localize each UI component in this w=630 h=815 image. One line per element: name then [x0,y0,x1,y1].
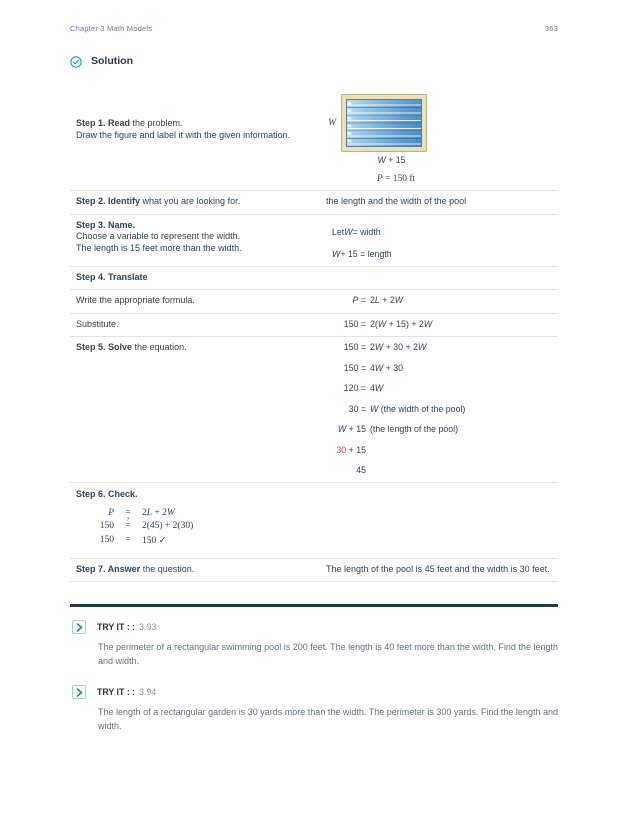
step6-title: Step 6. Check. [76,489,138,499]
tryit-section [70,685,558,733]
equation-line: 30 + 15 [336,444,366,455]
equation-line: W + 15 (the length of the pool) [337,424,459,434]
page-number: 363 [544,24,558,33]
section-divider [70,604,558,607]
substitute-label: Substitute. [76,318,119,329]
chevron-right-icon [76,623,83,632]
step1-row [70,87,558,190]
tryit-text: The perimeter of a rectangular swimming pool is 200 feet. The length is 40 feet more than the width. Find the length and width. [98,642,558,666]
step5-row [70,336,558,482]
check-table: P = 2L + 2W 150 ? = 2(45) + 2(30) 150 = 150 ✓ [99,507,194,546]
tryit-header [72,685,558,699]
equation-line: 150 = 2W + 30 + 2W [343,342,427,352]
step6-row [70,482,558,558]
equation-line: W + 15 = length [332,248,392,259]
tryit-label: TRY IT : : [97,687,136,697]
tryit-label: TRY IT : : [97,622,136,632]
chapter-label: Chapter 3 Math Models [70,24,153,33]
equation-line: Let W = width [332,226,381,237]
chevron-right-icon [76,688,83,697]
formula-row [70,289,558,313]
step2-answer: the length and the width of the pool [326,196,467,206]
step1-title: Step 1. Read the problem. [76,118,183,128]
equation-line: P = 2L + 2W [352,295,404,305]
page-header [70,24,558,33]
solution-heading [70,55,558,67]
step7-row [70,558,558,582]
step3-desc1: Choose a variable to represent the width. [76,231,241,241]
tryit-header [72,620,558,634]
expand-chevron-button[interactable] [72,685,86,699]
equation-line: 30 = W (the width of the pool) [348,403,466,414]
substitute-row [70,313,558,337]
tryit-number: 3.93 [139,622,157,632]
step3-title: Step 3. Name. [76,219,136,230]
equation-line: 150 = 2(W + 15) + 2W [343,318,433,329]
step7-title: Step 7. Answer the question. [76,563,195,574]
pool-water [346,99,422,147]
step1-desc: Draw the figure and label it with the given information. [76,129,291,140]
pool-image [341,94,427,152]
step4-title: Step 4. Translate [76,271,148,282]
step2-row [70,190,558,214]
step3-row [70,214,558,266]
tryit-number: 3.94 [139,687,157,697]
step5-equations [326,342,554,476]
pool-width-label: W [328,118,336,128]
equation-line: 45 [356,465,366,475]
check-circle-icon [70,55,82,67]
step4-row [70,266,558,290]
pool-figure [326,92,554,184]
steps-table [70,87,558,582]
solution-title: Solution [91,55,133,67]
step3-desc2: The length is 15 feet more than the width. [76,242,242,253]
formula-label: Write the appropriate formula. [76,295,195,305]
highlighted-value: 30 [336,444,347,455]
expand-chevron-button[interactable] [72,620,86,634]
step5-title: Step 5. Solve the equation. [76,342,187,352]
tryit-section [70,620,558,668]
equation-line: 150 = 4W + 30 [343,362,404,373]
step7-answer: The length of the pool is 45 feet and the width is 30 feet. [326,563,550,574]
step2-title: Step 2. Identify what you are looking for. [76,196,241,206]
tryit-text: The length of a rectangular garden is 30 yards more than the width. The perimeter is 300 yards. Find the length and width. [98,707,558,731]
perimeter-label: P = 150 ft [376,174,416,184]
pool-length-label: W + 15 [377,155,406,165]
equation-line: 120 = 4W [343,383,384,393]
